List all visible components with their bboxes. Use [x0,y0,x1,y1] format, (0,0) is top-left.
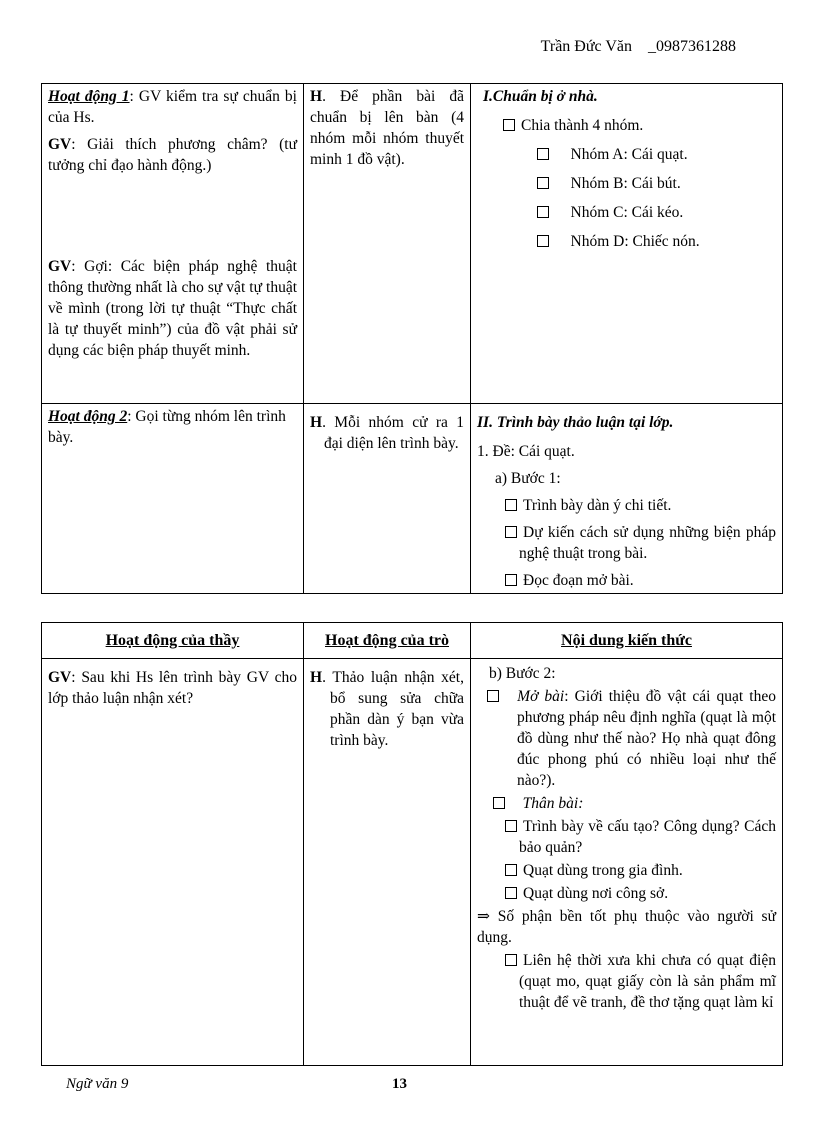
checkbox-icon [537,206,549,218]
checkbox-icon [505,954,517,966]
checkbox-icon [505,864,517,876]
checkbox-icon [537,235,549,247]
content-cell: b) Bước 2: Mở bài: Giới thiệu đồ vật cái quạt theo phương pháp nêu định nghĩa (quạt là một đồ dùng như thế nào? Họ nhà quạt đông đúc phong phú có nhiều loại như thế nào?). Thân bài: Trình bày về cấu tạo? Công dụng? Cách bảo quản? Quạt dùng trong gia đình. Quạt dùng nơi công sở. ⇒ Số phận bền tốt phụ thuộc vào người sử dụng. Liên hệ thời xưa khi chưa có quạt điện (quạt mo, quạt giấy còn là sản phẩm mĩ thuật để vẽ tranh, đề thơ tặng quạt làm kỉ [471,659,783,1066]
student-cell: H. Để phần bài đã chuẩn bị lên bàn (4 nhóm mỗi nhóm thuyết minh 1 đồ vật). [304,84,471,404]
lesson-table-1 [41,83,783,594]
column-header-content: Nội dung kiến thức [471,623,783,659]
column-header-teacher: Hoạt động của thầy [42,623,304,659]
student-cell: H. Mỗi nhóm cử ra 1 đại diện lên trình bày. [304,404,471,594]
checkbox-icon [505,499,517,511]
lesson-table-2 [41,622,783,1066]
checkbox-icon [505,574,517,586]
checkbox-icon [537,177,549,189]
table-row [42,404,783,594]
checkbox-icon [537,148,549,160]
checkbox-icon [487,690,499,702]
content-cell: II. Trình bày thảo luận tại lớp. 1. Đề: Cái quạt. a) Bước 1: Trình bày dàn ý chi tiết. Dự kiến cách sử dụng những biện pháp nghệ thuật trong bài. Đọc đoạn mở bài. [471,404,783,594]
teacher-cell: Hoạt động 1: GV kiểm tra sự chuẩn bị của Hs. GV: Giải thích phương châm? (tư tưởng chỉ đạo hành động.) GV: Gợi: Các biện pháp nghệ thuật thông thường nhất là cho sự vật tự thuật về mình (trong lời tự thuật “Thực chất là tự thuyết minh”) của đồ vật phải sử dụng các biện pháp thuyết minh. [42,84,304,404]
checkbox-icon [505,820,517,832]
teacher-cell: Hoạt động 2: Gọi từng nhóm lên trình bày. [42,404,304,594]
page-number: 13 [392,1076,407,1092]
checkbox-icon [503,119,515,131]
table-row [42,659,783,1066]
checkbox-icon [505,887,517,899]
table-row [42,84,783,404]
phone-number: _0987361288 [648,38,736,55]
table-header-row [42,623,783,659]
author-name: Trần Đức Văn [540,38,632,55]
checkbox-icon [505,526,517,538]
checkbox-icon [493,797,505,809]
footer-subject: Ngữ văn 9 [66,1076,129,1092]
content-cell: I.Chuẩn bị ở nhà. Chia thành 4 nhóm. Nhóm A: Cái quạt. Nhóm B: Cái bút. Nhóm C: Cái kéo. Nhóm D: Chiếc nón. [471,84,783,404]
teacher-cell: GV: Sau khi Hs lên trình bày GV cho lớp thảo luận nhận xét? [42,659,304,1066]
right-arrow-icon: ⇒ [477,908,490,925]
column-header-student: Hoạt động của trò [304,623,471,659]
student-cell: H. Thảo luận nhận xét, bổ sung sửa chữa phần dàn ý bạn vừa trình bày. [304,659,471,1066]
page-header [541,36,736,57]
